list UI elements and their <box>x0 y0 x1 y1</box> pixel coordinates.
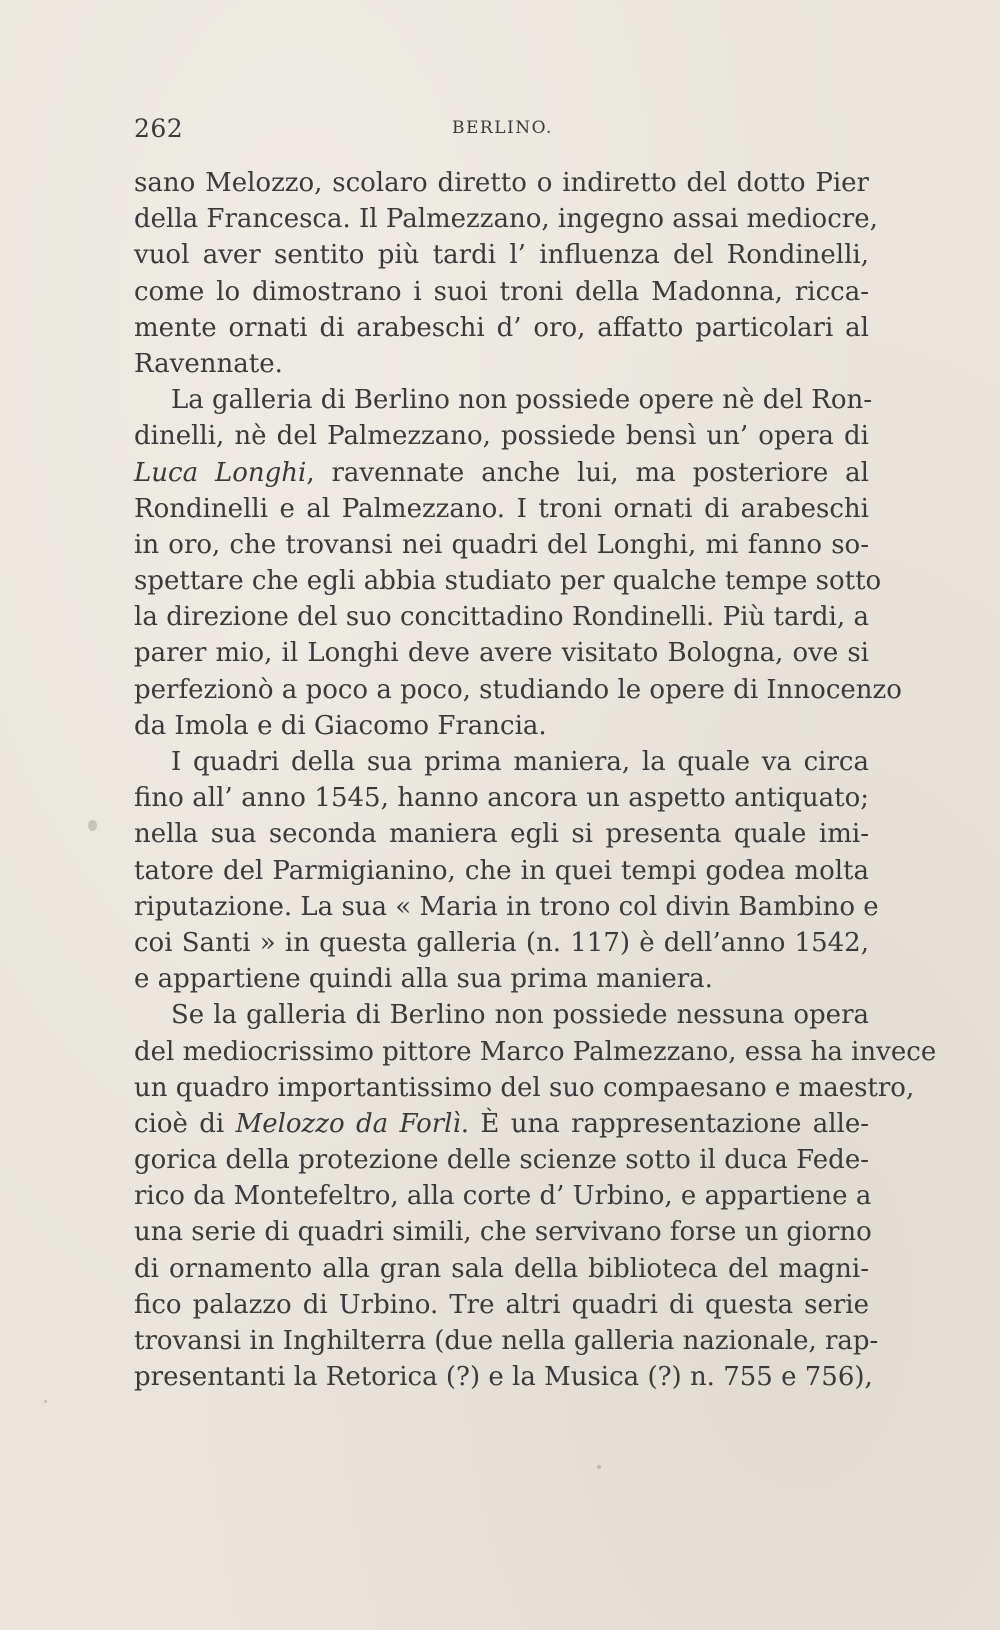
text-line: un quadro importantissimo del suo compaesano e maestro, <box>134 1072 915 1103</box>
text-line: Se la galleria di Berlino non possiede nessuna opera <box>171 1000 869 1031</box>
text-segment: , ravennate anche lui, ma posteriore al <box>306 457 869 488</box>
text-line <box>134 1106 869 1142</box>
text-line: coi Santi » in questa galleria (n. 117) è dell’anno 1542, <box>134 927 869 958</box>
text-line: tatore del Parmigianino, che in quei tempi godea molta <box>134 855 869 886</box>
text-line: vuol aver sentito più tardi l’ influenza del Rondinelli, <box>134 240 869 271</box>
text-line: rico da Montefeltro, alla corte d’ Urbino, e appartiene a <box>134 1181 872 1212</box>
running-head <box>134 114 874 146</box>
italic-name: Melozzo da Forlì <box>235 1108 461 1139</box>
text-line: fico palazzo di Urbino. Tre altri quadri di questa serie <box>134 1289 869 1320</box>
text-line: sano Melozzo, scolaro diretto o indiretto del dotto Pier <box>134 168 869 198</box>
paper-speck <box>597 1465 601 1469</box>
text-line <box>134 455 869 491</box>
text-line: mente ornati di arabeschi d’ oro, affatto particolari al <box>134 312 869 343</box>
text-line: riputazione. La sua « Maria in trono col divin Bambino e <box>134 891 879 922</box>
text-line: del mediocrissimo pittore Marco Palmezzano, essa ha invece <box>134 1036 937 1067</box>
italic-name: Luca Longhi <box>134 457 307 488</box>
text-line: I quadri della sua prima maniera, la quale va circa <box>171 747 869 777</box>
text-line: fino all’ anno 1545, hanno ancora un aspetto antiquato; <box>134 783 869 814</box>
text-line: trovansi in Inghilterra (due nella galleria nazionale, rap- <box>134 1326 879 1356</box>
text-line: spettare che egli abbia studiato per qualche tempe sotto <box>134 566 882 597</box>
text-segment: . È una rappresentazione alle- <box>460 1108 869 1139</box>
text-line: come lo dimostrano i suoi troni della Madonna, ricca- <box>134 276 869 307</box>
text-line: parer mio, il Longhi deve avere visitato Bologna, ove si <box>134 638 869 669</box>
body-text <box>134 165 937 1395</box>
text-line: gorica della protezione delle scienze sotto il duca Fede- <box>134 1145 869 1176</box>
text-line: nella sua seconda maniera egli si presenta quale imi- <box>134 819 869 850</box>
running-head-title: BERLINO. <box>452 118 553 138</box>
text-line: da Imola e di Giacomo Francia. <box>134 710 547 741</box>
text-line: La galleria di Berlino non possiede opere nè del Ron- <box>171 385 873 416</box>
text-line: presentanti la Retorica (?) e la Musica (?) n. 755 e 756), <box>134 1362 873 1393</box>
text-line: Ravennate. <box>134 348 283 379</box>
text-line: perfezionò a poco a poco, studiando le opere di Innocenzo <box>134 674 902 705</box>
paper-speck <box>88 820 97 831</box>
text-line: e appartiene quindi alla sua prima maniera. <box>134 964 713 995</box>
text-line: in oro, che trovansi nei quadri del Longhi, mi fanno so- <box>134 529 869 560</box>
text-line: la direzione del suo concittadino Rondinelli. Più tardi, a <box>134 602 869 633</box>
text-line: della Francesca. Il Palmezzano, ingegno assai mediocre, <box>134 204 878 235</box>
text-line: una serie di quadri simili, che servivano forse un giorno <box>134 1217 872 1248</box>
text-line: di ornamento alla gran sala della biblioteca del magni- <box>134 1253 869 1284</box>
text-segment: cioè di <box>134 1108 236 1139</box>
page-number: 262 <box>134 114 184 143</box>
text-line: dinelli, nè del Palmezzano, possiede bensì un’ opera di <box>134 421 869 452</box>
text-line: Rondinelli e al Palmezzano. I troni ornati di arabeschi <box>134 493 869 524</box>
paper-speck <box>44 1400 47 1403</box>
